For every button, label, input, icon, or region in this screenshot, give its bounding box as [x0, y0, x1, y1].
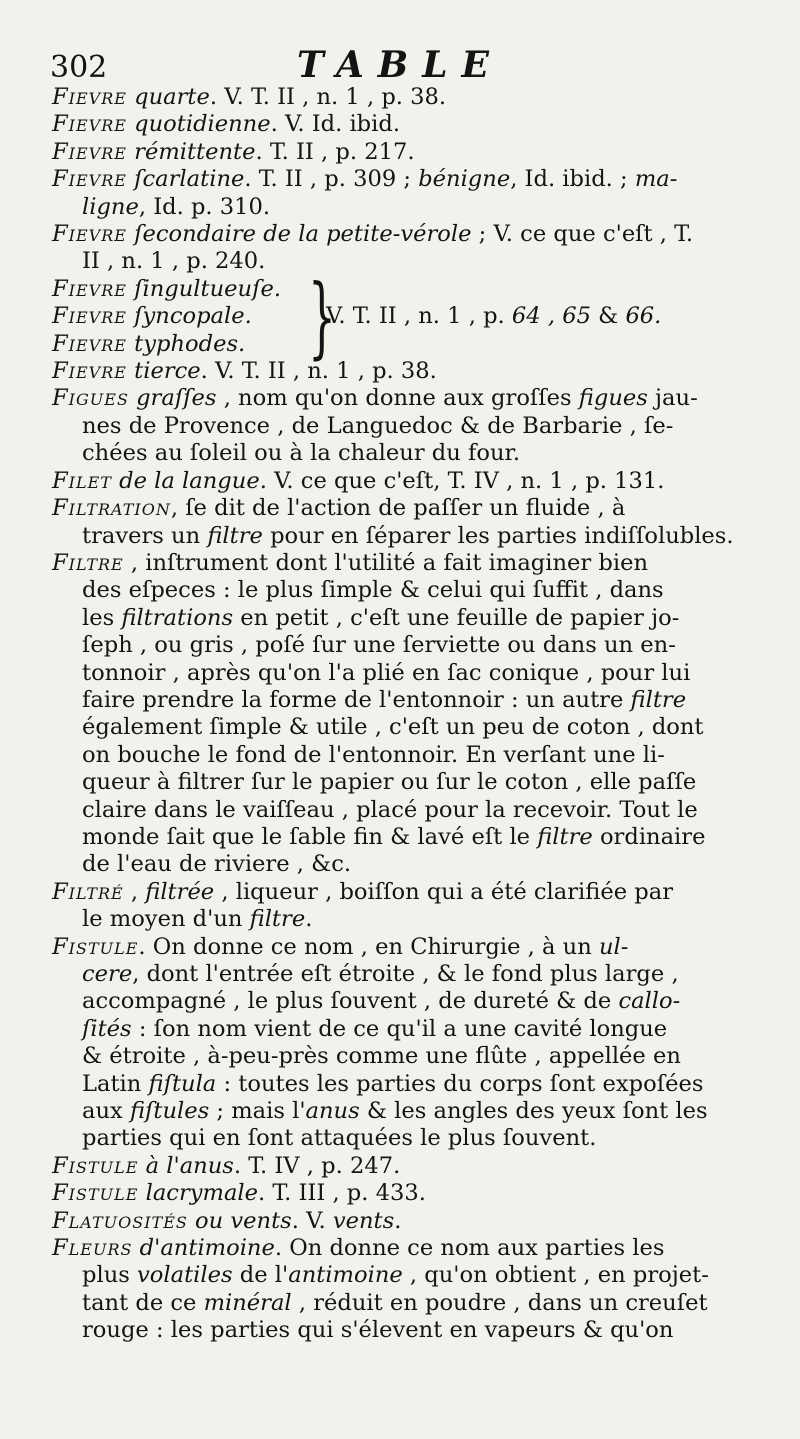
headword: Filtration	[52, 495, 171, 522]
entry-text: &	[590, 303, 626, 330]
entry-line	[52, 111, 767, 138]
italic-text: quarte	[126, 84, 210, 110]
headword: Flatuosités	[52, 1207, 188, 1234]
headword: Fievre	[52, 84, 127, 110]
entry-text: . V. Id. ibid.	[270, 111, 401, 138]
italic-text: filtre	[249, 906, 306, 933]
entry-text: : toutes les parties du corps ſont expoſées	[216, 1070, 704, 1097]
italic-text: filtre	[537, 823, 593, 850]
entry-text: .	[394, 1207, 402, 1234]
page-number: 302	[50, 50, 108, 85]
italic-text: rémittente	[126, 138, 256, 165]
entry-text: des eſpeces : le plus ſimple & celui qui ſuffit , dans	[82, 577, 664, 604]
index-entry	[52, 139, 767, 166]
italic-text: lacrymale	[138, 1180, 259, 1207]
entry-line	[52, 331, 302, 358]
entry-line	[52, 385, 767, 412]
headword: Fievre	[52, 166, 127, 193]
entry-line	[52, 769, 767, 796]
italic-text: ou vents	[187, 1207, 292, 1234]
entry-text: aux	[82, 1098, 130, 1125]
entry-line	[52, 1235, 767, 1262]
entry-line	[52, 550, 767, 577]
entry-text: , ſe dit de l'action de paſſer un fluide , à	[170, 495, 626, 522]
index-entries-bottom	[52, 358, 767, 1345]
entry-line	[52, 742, 767, 769]
headword: Fievre	[52, 358, 127, 385]
entry-text: les	[82, 604, 122, 631]
headword: Fievre	[52, 275, 127, 302]
italic-text: ligne	[82, 193, 139, 220]
headword: Fievre	[52, 330, 127, 357]
italic-text: ſecondaire de la petite-vérole	[126, 221, 472, 248]
entry-line	[52, 714, 767, 741]
brace-group-reference	[326, 303, 661, 330]
entry-line	[52, 879, 767, 906]
entry-text: on bouche le fond de l'entonnoir. En verſant une li-	[82, 741, 665, 768]
entry-line	[52, 1043, 767, 1070]
entry-text: , Id. ibid. ;	[510, 166, 635, 193]
entry-text: travers un	[82, 522, 208, 549]
entry-text: accompagné , le plus ſouvent , de dureté & de	[82, 988, 619, 1015]
headword: Filet	[52, 467, 112, 494]
italic-text: filtrations	[121, 604, 234, 631]
index-entry	[52, 1153, 767, 1180]
page-header	[0, 44, 800, 88]
headword: Fistule	[52, 1152, 139, 1179]
entry-line	[52, 934, 767, 961]
headword: Fistule	[52, 1180, 139, 1207]
entry-text: , inſtrument dont l'utilité a fait imaginer bien	[123, 549, 648, 576]
index-entry	[52, 358, 767, 385]
italic-text: de la langue	[111, 467, 260, 494]
entry-text: . T. III , p. 433.	[258, 1180, 426, 1207]
entry-line	[52, 851, 767, 878]
italic-text: graſſes	[128, 385, 217, 412]
italic-text: d'antimoine	[132, 1235, 275, 1262]
italic-text: filtre	[630, 686, 687, 713]
entry-text: parties qui en ſont attaquées le plus ſouvent.	[82, 1125, 597, 1152]
entry-text: . On donne ce nom , en Chirurgie , à un	[138, 933, 599, 960]
entry-text: V. T. II , n. 1 , p.	[326, 303, 512, 330]
entry-line	[52, 1317, 767, 1344]
headword: Filtre	[52, 549, 124, 576]
index-entry	[52, 879, 767, 934]
italic-text: cere	[82, 961, 133, 987]
italic-text: filtrée	[145, 878, 215, 905]
entry-line	[52, 358, 767, 385]
entry-text: ,	[123, 878, 146, 905]
entry-text: : ſon nom vient de ce qu'il a une cavité longue	[131, 1015, 668, 1042]
entry-line	[52, 1290, 767, 1317]
headword: Fleurs	[52, 1235, 133, 1262]
entry-line	[52, 632, 767, 659]
italic-text: 66.	[625, 303, 662, 330]
italic-text: minéral	[203, 1289, 292, 1316]
italic-text: ſcarlatine	[126, 166, 245, 193]
italic-text: ma-	[634, 166, 678, 193]
entry-line	[52, 194, 767, 221]
entry-text: faire prendre la forme de l'entonnoir : un autre	[82, 686, 631, 713]
entry-line	[52, 961, 767, 988]
headword: Figues	[52, 385, 129, 412]
brace-group-items	[52, 276, 302, 358]
entry-text: queur à filtrer ſur le papier ou ſur le coton , elle paſſe	[82, 769, 697, 796]
entry-text: , réduit en poudre , dans un creuſet	[291, 1289, 708, 1316]
entry-line	[52, 1016, 767, 1043]
index-entry	[52, 550, 767, 879]
entry-text: claire dans le vaiſſeau , placé pour la recevoir. Tout le	[82, 796, 698, 823]
entry-text: Latin	[82, 1070, 149, 1097]
italic-text: 64 , 65	[511, 303, 591, 330]
entry-text: , nom qu'on donne aux groſſes	[216, 385, 579, 412]
entry-text: . T. IV , p. 247.	[233, 1152, 401, 1179]
entry-line	[326, 303, 661, 330]
entry-line	[52, 84, 767, 111]
entry-text: . V. T. II , n. 1 , p. 38.	[200, 358, 437, 385]
index-entry	[52, 385, 767, 467]
headword: Fievre	[52, 303, 127, 330]
entry-text: nes de Provence , de Languedoc & de Barbarie , ſe-	[82, 412, 674, 439]
entry-text: .	[305, 906, 313, 933]
entry-line	[52, 605, 767, 632]
italic-text: à l'anus	[138, 1152, 234, 1179]
italic-text: fiſtula	[148, 1070, 217, 1097]
entry-line	[52, 1262, 767, 1289]
entry-text: ; mais l'	[209, 1098, 306, 1125]
entry-text: le moyen d'un	[82, 906, 250, 933]
entry-text: , qu'on obtient , en projet-	[402, 1262, 709, 1289]
entry-line	[52, 797, 767, 824]
entry-line	[52, 1153, 767, 1180]
entry-line	[52, 687, 767, 714]
index-content	[52, 84, 767, 1345]
index-entry	[52, 1180, 767, 1207]
brace-symbol: }	[308, 264, 336, 368]
italic-text: anus	[305, 1098, 360, 1125]
entry-text: . T. II , p. 309 ;	[244, 166, 419, 193]
entry-text: & étroite , à-peu-près comme une flûte , appellée en	[82, 1043, 681, 1070]
index-entry	[52, 166, 767, 221]
entry-text: jau-	[647, 385, 698, 412]
entry-text: . V. ce que c'eſt, T. IV , n. 1 , p. 131.	[259, 467, 665, 494]
italic-text: antimoine	[288, 1262, 403, 1289]
index-entry	[52, 1208, 767, 1235]
index-entry	[52, 221, 767, 276]
italic-text: ul-	[598, 933, 629, 960]
entry-text: de l'	[232, 1262, 289, 1289]
entry-text: , liqueur , boiſſon qui a été clarifiée par	[214, 878, 674, 905]
entry-text: de l'eau de riviere , &c.	[82, 851, 352, 878]
entry-line	[52, 166, 767, 193]
entry-text: , Id. p. 310.	[138, 193, 271, 220]
italic-text: tierce	[126, 358, 201, 385]
entry-text: chées au ſoleil ou à la chaleur du four.	[82, 440, 521, 467]
headword: Fievre	[52, 138, 127, 165]
entry-text: rouge : les parties qui s'élevent en vapeurs & qu'on	[82, 1317, 674, 1344]
entry-line	[52, 1071, 767, 1098]
entry-line	[52, 577, 767, 604]
brace-group	[52, 264, 767, 368]
headword: Filtré	[52, 878, 124, 905]
index-entry	[52, 111, 767, 138]
entry-line	[52, 495, 767, 522]
entry-text: & les angles des yeux ſont les	[359, 1098, 708, 1125]
italic-text: fiſtules	[129, 1098, 210, 1125]
entry-line	[52, 906, 767, 933]
entry-text: également ſimple & utile , c'eſt un peu de coton , dont	[82, 714, 704, 741]
entry-line	[52, 824, 767, 851]
index-entry	[52, 934, 767, 1153]
index-entry	[52, 84, 767, 111]
entry-line	[52, 660, 767, 687]
entry-line	[52, 276, 302, 303]
entry-text: . V.	[291, 1207, 333, 1234]
running-title: TABLE	[297, 44, 503, 86]
entry-line	[52, 988, 767, 1015]
italic-text: bénigne	[418, 166, 511, 193]
italic-text: ſités	[82, 1015, 132, 1042]
headword: Fievre	[52, 111, 127, 138]
italic-text: figues	[578, 385, 648, 412]
entry-text: ſeph , ou gris , poſé ſur une ſerviette ou dans un en-	[82, 632, 676, 659]
index-entry	[52, 1235, 767, 1345]
headword: Fievre	[52, 221, 127, 248]
entry-line	[52, 303, 302, 330]
italic-text: callo-	[618, 988, 681, 1015]
entry-text: , dont l'entrée eſt étroite , & le fond plus large ,	[132, 961, 679, 987]
entry-text: II , n. 1 , p. 240.	[82, 248, 266, 275]
entry-text: pour en ſéparer les parties indiſſolubles.	[262, 522, 734, 549]
entry-line	[52, 413, 767, 440]
italic-text: volatiles	[137, 1262, 233, 1289]
entry-text: . V. T. II , n. 1 , p. 38.	[209, 84, 447, 110]
italic-text: typhodes.	[126, 330, 246, 357]
entry-line	[52, 1125, 767, 1152]
italic-text: vents	[332, 1207, 395, 1234]
italic-text: filtre	[207, 522, 263, 549]
entry-text: ; V. ce que c'eſt , T.	[471, 221, 694, 248]
entry-line	[52, 1180, 767, 1207]
entry-line	[52, 1208, 767, 1235]
entry-line	[52, 468, 767, 495]
italic-text: ſingultueuſe.	[126, 275, 281, 302]
index-entry	[52, 468, 767, 495]
italic-text: quotidienne	[126, 111, 271, 138]
entry-text: . T. II , p. 217.	[255, 138, 415, 165]
entry-line	[52, 523, 767, 550]
entry-text: monde ſait que le ſable fin & lavé eſt le	[82, 823, 538, 850]
entry-text: tant de ce	[82, 1289, 204, 1316]
entry-line	[52, 248, 767, 275]
index-entries-top	[52, 84, 767, 276]
entry-text: . On donne ce nom aux parties les	[274, 1235, 665, 1262]
entry-text: ordinaire	[592, 823, 706, 850]
entry-line	[52, 221, 767, 248]
entry-text: en petit , c'eſt une feuille de papier jo-	[233, 604, 680, 631]
entry-text: plus	[82, 1262, 138, 1289]
entry-line	[52, 139, 767, 166]
italic-text: ſyncopale.	[126, 303, 252, 330]
index-entry	[52, 495, 767, 550]
headword: Fistule	[52, 933, 139, 960]
entry-text: tonnoir , après qu'on l'a plié en ſac conique , pour lui	[82, 659, 691, 686]
entry-line	[52, 1098, 767, 1125]
entry-line	[52, 440, 767, 467]
